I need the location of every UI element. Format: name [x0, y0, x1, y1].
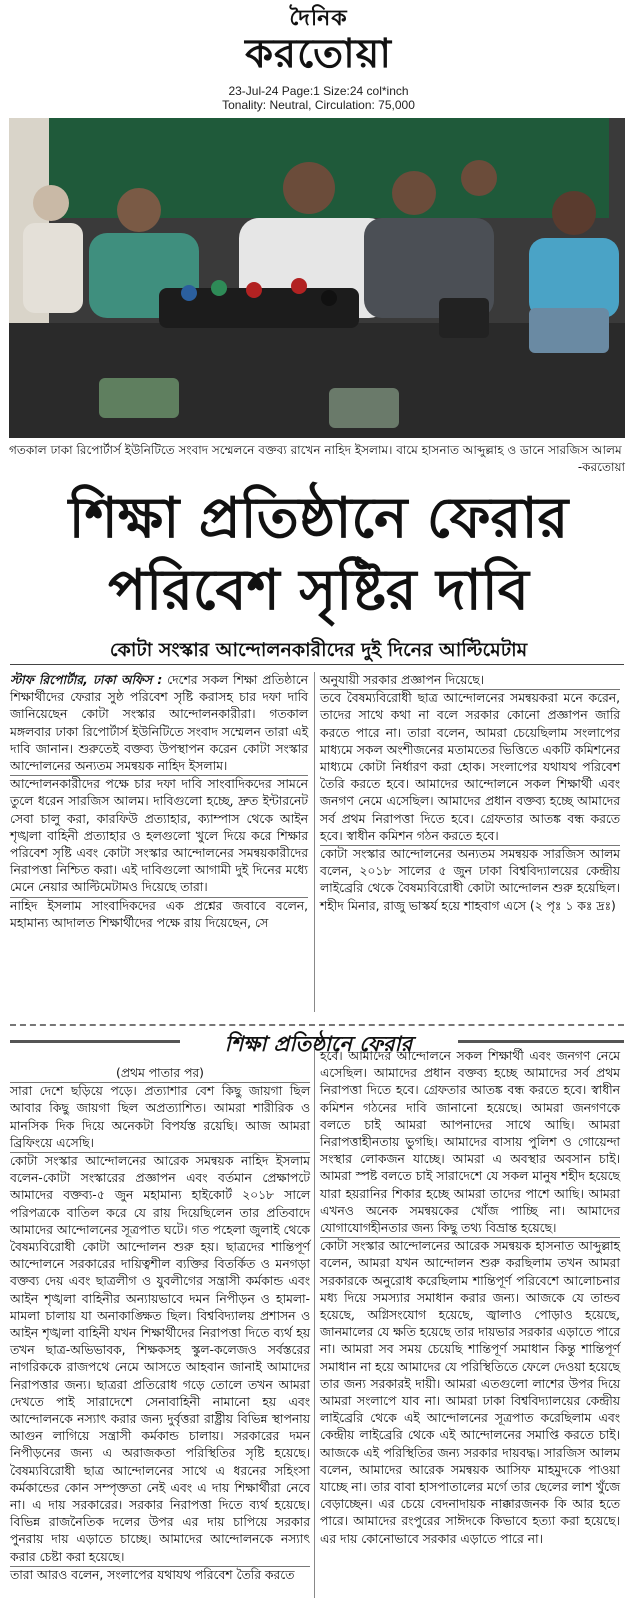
clip-meta-line2: Tonality: Neutral, Circulation: 75,000	[222, 98, 415, 112]
caption-credit: -করতোয়া	[577, 460, 625, 474]
headline-line2: পরিবেশ সৃষ্টির দাবি	[108, 558, 529, 623]
column-divider	[314, 672, 315, 1012]
article-paragraph: তবে বৈষম্যবিরোধী ছাত্র আন্দোলনের সমন্বয়করা মনে করেন, তাদের সাথে কথা না বলে সরকার কোনো প্রজ্ঞাপন জারি করতে পারে না। তারা বলেন, আমরা চেয়েছিলাম সংলাপের মাধ্যমে সকল অংশীজনের মতামতের ভিত্তিতে একটি কমিশনের মাধ্যমে কোটা নির্ধারণ করা হোক। সংলাপের যথাযথ পরিবেশ তৈরি করতে হবে। আমাদের আন্দোলনে সকল শিক্ষার্থী এবং জনগণ নেমে এসেছিল। আমাদের প্রধান বক্তব্য হচ্ছে আমাদের সর্ব প্রথম নিরাপত্তা দিতে হবে। গ্রেফতার আতঙ্ক বন্ধ করতে হবে। স্বাধীন কমিশন গঠন করতে হবে।	[320, 689, 620, 845]
article-paragraph: নাহিদ ইসলাম সাংবাদিকদের এক প্রশ্নের জবাবে বলেন, মহামান্য আদালত শিক্ষার্থীদের পক্ষে রায় দিয়েছেন, সে	[10, 897, 308, 932]
article-paragraph: অনুযায়ী সরকার প্রজ্ঞাপন দিয়েছে।	[320, 673, 485, 687]
byline: স্টাফ রিপোর্টার, ঢাকা অফিস :	[10, 673, 163, 687]
subhead-rule	[10, 664, 624, 665]
article-paragraph: কোটা সংস্কার আন্দোলনের আরেক সমন্বয়ক হাসনাত আব্দুল্লাহ বলেন, আমরা যখন আন্দোলন শুরু করছিলাম তখন আমরা সরকারকে অনুরোধ করেছিলাম শান্তিপূর্ণ পরিবেশে আলোচনার মধ্য দিয়ে সমস্যার সমাধান করার জন্য। আজকে যে তান্ডব হয়েছে, অগ্নিসংযোগ হয়েছে, জ্বালাও পোড়াও হয়েছে, জানমালের যে ক্ষতি হয়েছে তার দায়ভার সরকার এড়াতে পারে না। আমরা সব সময় চেয়েছি শান্তিপূর্ণ সমাধান কিন্তু শান্তিপূর্ণ সমাধান না হয়ে আমাদের যে পরিস্থিতিতে ফেলে দেওয়া হয়েছে তার জন্য সরকারই দায়ী। আমরা এতগুলো লাশের উপর দিয়ে আমরা সংলাপে যাব না। আমরা ঢাকা বিশ্ববিদ্যালয়ের কেন্দ্রীয় লাইব্রেরি থেকে এই আন্দোলনের সূত্রপাত করেছিলাম এবং কেন্দ্রীয় লাইব্রেরি থেকে এই আন্দোলনের সমাপ্তি করতে চাই। আজকে এই পরিস্থিতির জন্য সরকার দায়বদ্ধ। সারজিস আলম বলেন, আমাদের আরেক সমন্বয়ক আসিফ মাহমুদকে পাওয়া যাচ্ছে না। তার বাবা হাসপাতালের মর্গে তার ছেলের লাশ খুঁজে বেড়াচ্ছেন। এর চেয়ে বেদনাদায়ক নাক্কারজনক কি আর হতে পারে। আমাদের রংপুরের সাঈদকে কিভাবে হত্যা করা হয়েছে। এর দায় কোনোভাবে সরকার এড়াতে পারে না।	[320, 1237, 620, 1548]
continuation-rule-right	[458, 1040, 624, 1043]
continuation-column-1	[10, 1065, 310, 1584]
article-paragraph: কোটা সংস্কার আন্দোলনের অন্যতম সমন্বয়ক সারজিস আলম বলেন, ২০১৮ সালের ৫ জুন ঢাকা বিশ্ববিদ্যালয়ের কেন্দ্রীয় লাইব্রেরি থেকে বৈষম্যবিরোধী কোটা আন্দোলন শুরু হয়েছিল। শহীদ মিনার, রাজু ভাস্কর্য হয়ে শাহবাগ এসে (২ পৃঃ ১ কঃ দ্রঃ)	[320, 845, 620, 915]
article-column-1	[10, 672, 308, 932]
masthead-small: দৈনিক	[289, 6, 348, 31]
masthead	[0, 6, 637, 76]
subheadline: কোটা সংস্কার আন্দোলনকারীদের দুই দিনের আল্টিমেটাম	[109, 639, 528, 661]
continuation-column-2	[320, 1048, 620, 1548]
masthead-title: করতোয়া	[245, 31, 392, 77]
article-paragraph: আন্দোলনকারীদের পক্ষে চার দফা দাবি সাংবাদিকদের সামনে তুলে ধরেন সারজিস আলম। দাবিগুলো হচ্ছে, দ্রুত ইন্টারনেট সেবা চালু করা, কারফিউ প্রত্যাহার, ক্যাম্পাস থেকে আইন শৃঙ্খলা বাহিনী প্রত্যাহার ও হলগুলো খুলে দিয়ে করে শিক্ষার পরিবেশ সৃষ্টি এবং কোটা সংস্কার আন্দোলনের সমন্বয়কারীদের নিরাপত্তা নিশ্চিত করা। এই দাবিগুলো আগামী দুই দিনের মধ্যে মেনে নেয়ার আল্টিমেটামও দিয়েছে তারা।	[10, 775, 308, 896]
article-paragraph: কোটা সংস্কার আন্দোলনের আরেক সমন্বয়ক নাহিদ ইসলাম বলেন-কোটা সংস্কারের প্রজ্ঞাপন এবং বর্তমান প্রেক্ষাপটে আমাদের বক্তব্য-৫ জুন মহামান্য হাইকোর্ট ২০১৮ সালে পরিপত্রকে বাতিল করে যে রায় দিয়েছিলেন তার প্রতিবাদে আমাদের আন্দোলনের সূত্রপাত ঘটে। গত পহেলা জুলাই থেকে বৈষম্যবিরোধী কোটা আন্দোলন শুরু হয়। ছাত্রদের শান্তিপূর্ণ আন্দোলনে সরকারের দায়িত্বশীল ব্যক্তির বিতর্কিত ও মনগড়া বক্তব্য দেয় এবং ছাত্রলীগ ও যুবলীগের সন্ত্রাসী কর্মকান্ড এবং আইন শৃঙ্খলা বাহিনীর অন্যায়ভাবে দমন নিপীড়ন ও হামলা-মামলা চালায় যা অনাকাঙ্ক্ষিত ছিল। বিশ্ববিদ্যালয় প্রশাসন ও আইন শৃঙ্খলা বাহিনী যখন শিক্ষার্থীদের নিরাপত্তা দিতে ব্যর্থ হয় তখন ছাত্র-অভিভাবক, শিক্ষকসহ স্কুল-কলেজও সর্বস্তরের নাগরিককে রাজপথে নেমে আসতে আহবান জানাই আমাদের নিরাপত্তার জন্য। ছাত্ররা প্রতিরোধ গড়ে তোলে তখন আমরা দেখতে পাই সারাদেশে সেনাবাহিনী নামানো হয় এবং আন্দোলনকে নস্যাৎ করার জন্য দুর্বৃত্তরা রাষ্ট্রীয় বিভিন্ন স্থাপনায় আগুন লাগিয়ে সন্ত্রাসী কর্মকান্ড চালায়। সরকারের দমন নিপীড়নের জন্য এ অরাজকতা পরিস্থিতির সৃষ্টি হয়েছে। বৈষম্যবিরোধী ছাত্র আন্দোলনের সাথে এ ধরনের সহিংসা কর্মকান্ডের কোন সম্পৃক্ততা নেই এবং এ দায় শিক্ষার্থীরা নেবে না। এ দায় সরকারের। সরকার নিরাপত্তা দিতে ব্যর্থ হয়েছে। বিভিন্ন রাজনৈতিক দলের উপর এর দায় চাপিয়ে সরকার পুনরায় দায় এড়াতে চাচ্ছে। আমাদের আন্দোলনকে নস্যাৎ করার চেষ্টা করা হয়েছে।	[10, 1152, 310, 1566]
clip-meta-line1: 23-Jul-24 Page:1 Size:24 col*inch	[228, 84, 409, 98]
section-separator	[10, 1024, 624, 1026]
column-divider	[314, 1048, 315, 1598]
paragraph-text: দেশের সকল শিক্ষা প্রতিষ্ঠানে শিক্ষার্থীদের ফেরার সুষ্ঠ পরিবেশ সৃষ্টি করাসহ চার দফা দাবি জানিয়েছেন কোটা সংস্কার আন্দোলনকারীরা। গতকাল মঙ্গলবার ঢাকা রিপোর্টার্স ইউনিটিতে সংবাদ সম্মেলন তারা এই দাবি জানান। শুরুতেই বক্তব্য উপস্থাপন করেন কোটা সংস্কার আন্দোলনের অন্যতম সমন্বয়ক নাহিদ ইসলাম।	[10, 673, 308, 774]
press-conference-photo	[9, 118, 625, 438]
photo-caption	[9, 442, 625, 476]
continuation-rule-left	[10, 1040, 180, 1043]
article-paragraph: তারা আরও বলেন, সংলাপের যথাযথ পরিবেশ তৈরি করতে	[10, 1566, 310, 1584]
headline-line1: শিক্ষা প্রতিষ্ঠানে ফেরার	[68, 486, 569, 551]
continuation-title: শিক্ষা প্রতিষ্ঠানে ফেরার	[224, 1032, 413, 1056]
article-paragraph: সারা দেশে ছড়িয়ে পড়ে। প্রত্যাশার বেশ কিছু জায়গা ছিল আবার কিছু জায়গা ছিল অপ্রত্যাশিত। আমরা শারীরিক ও মানসিক দিক দিয়ে অনেকটা বিপর্যস্ত রয়েছি। আজ আমরা ব্রিফিংয়ে এসেছি।	[10, 1082, 310, 1152]
photo-illustration	[9, 118, 625, 438]
article-column-2	[320, 672, 620, 915]
caption-text: গতকাল ঢাকা রিপোর্টার্স ইউনিটিতে সংবাদ সম্মেলনে বক্তব্য রাখেন নাহিদ ইসলাম। বামে হাসনাত আব্দুল্লাহ ও ডানে সারজিস আলম	[9, 443, 622, 457]
article-paragraph: হবে। আমাদের আন্দোলনে সকল শিক্ষার্থী এবং জনগণ নেমে এসেছিল। আমাদের প্রধান বক্তব্য হচ্ছে আমাদের সর্ব প্রথম নিরাপত্তা দিতে হবে। গ্রেফতার আতঙ্ক বন্ধ করতে হবে। স্বাধীন কমিশন গঠনের দাবি জানানো হয়েছে। আমরা জনগণকে বলতে চাই আমরা আপনাদের সাথে আছি। আমরা নিরাপত্তাহীনতায় ভুগছি। আমাদের বাসায় পুলিশ ও গোয়েন্দা সংস্থার লোকজন যাচ্ছে। আমরা এ অবস্থার অবসান চাই। আমরা স্পষ্ট বলতে চাই সারাদেশে যে সকল মানুষ শহীদ হয়েছে যারা হয়রানির শিকার হচ্ছে আমরা তাদের পাশে আছি। আমরা এখনও অনেক সমন্বয়কের খোঁজ পাচ্ছি না। আমাদের যোগাযোগহীনতার জন্য কিছু তথ্য বিভ্রান্ত হয়েছে।	[320, 1049, 620, 1236]
continued-from-label: (প্রথম পাতার পর)	[116, 1066, 204, 1080]
article-paragraph	[10, 672, 308, 775]
